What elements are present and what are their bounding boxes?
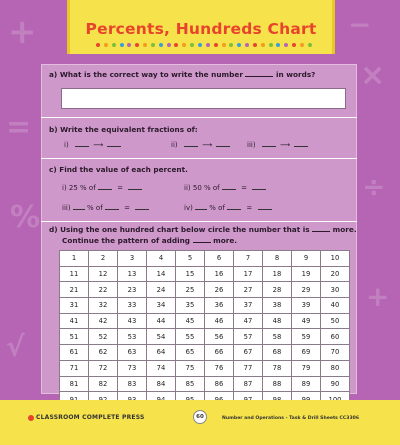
title-dot [300, 43, 304, 47]
chart-cell[interactable]: 21 [60, 282, 89, 298]
chart-cell[interactable]: 69 [292, 345, 321, 361]
title-dot [174, 43, 178, 47]
question-c-label: c) [49, 165, 57, 174]
chart-cell[interactable]: 57 [234, 329, 263, 345]
chart-row [60, 266, 350, 282]
chart-row [60, 282, 350, 298]
chart-cell[interactable]: 58 [263, 329, 292, 345]
chart-row [60, 376, 350, 392]
chart-cell[interactable]: 45 [176, 313, 205, 329]
chart-cell[interactable]: 32 [89, 298, 118, 314]
chart-cell[interactable]: 76 [205, 360, 234, 376]
title-dot-row [96, 43, 312, 49]
chart-cell[interactable]: 64 [147, 345, 176, 361]
question-b [49, 125, 198, 135]
chart-cell[interactable]: 79 [292, 360, 321, 376]
answer-box-a[interactable] [61, 88, 346, 109]
title-dot [182, 43, 186, 47]
title-dot [112, 43, 116, 47]
chart-cell[interactable]: 41 [60, 313, 89, 329]
decorative-times-symbol: × [360, 58, 386, 93]
question-d-text-1-after: more. [332, 225, 357, 234]
title-dot [120, 43, 124, 47]
chart-cell[interactable]: 67 [234, 345, 263, 361]
chart-cell[interactable]: 62 [89, 345, 118, 361]
chart-cell[interactable]: 11 [60, 266, 89, 282]
question-a-text-before: What is the correct way to write the number [59, 70, 243, 79]
chart-cell[interactable]: 30 [321, 282, 350, 298]
arrow-right-icon: ⟶ [280, 141, 291, 149]
chart-cell[interactable]: 25 [176, 282, 205, 298]
question-a [49, 70, 315, 80]
chart-cell[interactable]: 81 [60, 376, 89, 392]
hundreds-chart-table [59, 250, 350, 408]
title-dot [127, 43, 131, 47]
chart-cell[interactable]: 66 [205, 345, 234, 361]
question-d-line-2 [62, 236, 237, 246]
question-b-text: Write the equivalent fractions of: [60, 125, 198, 134]
title-dot [143, 43, 147, 47]
publisher-logo [28, 414, 145, 421]
question-d-text-1-before: Using the one hundred chart below circle the number that is [60, 225, 310, 234]
title-dot [245, 43, 249, 47]
title-dot [292, 43, 296, 47]
chart-cell[interactable]: 36 [205, 298, 234, 314]
title-dot [198, 43, 202, 47]
chart-cell[interactable]: 35 [176, 298, 205, 314]
chart-cell[interactable]: 78 [263, 360, 292, 376]
chart-cell[interactable]: 18 [263, 266, 292, 282]
chart-cell[interactable]: 82 [89, 376, 118, 392]
chart-cell[interactable]: 61 [60, 345, 89, 361]
title-dot [237, 43, 241, 47]
chart-cell[interactable]: 7 [234, 251, 263, 267]
title-dot [104, 43, 108, 47]
question-b-item-1: i) ⟶ [64, 141, 121, 149]
chart-cell[interactable]: 19 [292, 266, 321, 282]
chart-cell[interactable]: 74 [147, 360, 176, 376]
chart-cell[interactable]: 15 [176, 266, 205, 282]
chart-cell[interactable]: 88 [263, 376, 292, 392]
title-dot [190, 43, 194, 47]
chart-cell[interactable]: 39 [292, 298, 321, 314]
chart-cell[interactable]: 17 [234, 266, 263, 282]
decorative-percent-symbol: % [10, 200, 41, 235]
page-number: 60 [193, 410, 207, 424]
chart-cell[interactable]: 26 [205, 282, 234, 298]
title-dot [261, 43, 265, 47]
section-divider [41, 221, 357, 222]
chart-cell[interactable]: 51 [60, 329, 89, 345]
chart-row [60, 251, 350, 267]
chart-cell[interactable]: 6 [205, 251, 234, 267]
chart-cell[interactable]: 28 [263, 282, 292, 298]
chart-cell[interactable]: 42 [89, 313, 118, 329]
chart-cell[interactable]: 70 [321, 345, 350, 361]
chart-cell[interactable]: 52 [89, 329, 118, 345]
chart-cell[interactable]: 63 [118, 345, 147, 361]
question-b-item-3: iii) ⟶ [247, 141, 308, 149]
chart-cell[interactable]: 80 [321, 360, 350, 376]
decorative-sqrt-symbol: √ [6, 330, 25, 363]
chart-cell[interactable]: 43 [118, 313, 147, 329]
publisher-name: CLASSROOM COMPLETE PRESS [36, 414, 145, 421]
title-dot [269, 43, 273, 47]
title-dot [206, 43, 210, 47]
chart-cell[interactable]: 16 [205, 266, 234, 282]
page-title: Percents, Hundreds Chart [85, 20, 317, 38]
question-a-label: a) [49, 70, 58, 79]
chart-cell[interactable]: 13 [118, 266, 147, 282]
chart-cell[interactable]: 56 [205, 329, 234, 345]
chart-cell[interactable]: 49 [292, 313, 321, 329]
chart-row [60, 298, 350, 314]
title-dot [96, 43, 100, 47]
question-d-text-2-before: Continue the pattern of adding [62, 236, 191, 245]
chart-cell[interactable]: 75 [176, 360, 205, 376]
chart-cell[interactable]: 33 [118, 298, 147, 314]
question-c-item-2: ii) 50 % of = [184, 184, 266, 192]
chart-cell[interactable]: 68 [263, 345, 292, 361]
title-dot [159, 43, 163, 47]
chart-cell[interactable]: 84 [147, 376, 176, 392]
chart-cell[interactable]: 23 [118, 282, 147, 298]
chart-cell[interactable]: 83 [118, 376, 147, 392]
question-b-item-2: ii) ⟶ [171, 141, 230, 149]
decorative-equals-symbol: = [6, 110, 32, 145]
chart-cell[interactable]: 1 [60, 251, 89, 267]
chart-cell[interactable]: 46 [205, 313, 234, 329]
section-divider [41, 117, 357, 118]
question-b-label: b) [49, 125, 58, 134]
series-title: Number and Operations - Task & Drill Sheets CC3306 [222, 416, 360, 421]
question-c-item-4: iv) % of = [184, 204, 272, 212]
arrow-right-icon: ⟶ [202, 141, 213, 149]
chart-cell[interactable]: 37 [234, 298, 263, 314]
chart-cell[interactable]: 55 [176, 329, 205, 345]
chart-cell[interactable]: 87 [234, 376, 263, 392]
chart-cell[interactable]: 4 [147, 251, 176, 267]
title-dot [284, 43, 288, 47]
chart-cell[interactable]: 10 [321, 251, 350, 267]
chart-cell[interactable]: 5 [176, 251, 205, 267]
publisher-logo-icon [28, 415, 34, 421]
question-c-item-3: iii) % of = [62, 204, 149, 212]
chart-cell[interactable]: 73 [118, 360, 147, 376]
chart-cell[interactable]: 85 [176, 376, 205, 392]
question-c-text: Find the value of each percent. [59, 165, 188, 174]
chart-cell[interactable]: 29 [292, 282, 321, 298]
chart-cell[interactable]: 53 [118, 329, 147, 345]
chart-cell[interactable]: 48 [263, 313, 292, 329]
chart-cell[interactable]: 3 [118, 251, 147, 267]
chart-cell[interactable]: 38 [263, 298, 292, 314]
chart-cell[interactable]: 54 [147, 329, 176, 345]
chart-cell[interactable]: 31 [60, 298, 89, 314]
chart-cell[interactable]: 44 [147, 313, 176, 329]
chart-cell[interactable]: 47 [234, 313, 263, 329]
chart-cell[interactable]: 22 [89, 282, 118, 298]
title-dot [214, 43, 218, 47]
title-dot [229, 43, 233, 47]
chart-cell[interactable]: 14 [147, 266, 176, 282]
chart-cell[interactable]: 40 [321, 298, 350, 314]
title-dot [167, 43, 171, 47]
arrow-right-icon: ⟶ [93, 141, 104, 149]
title-dot [276, 43, 280, 47]
chart-cell[interactable]: 77 [234, 360, 263, 376]
chart-cell[interactable]: 20 [321, 266, 350, 282]
chart-cell[interactable]: 8 [263, 251, 292, 267]
question-d-line-1 [49, 225, 357, 235]
chart-cell[interactable]: 27 [234, 282, 263, 298]
chart-cell[interactable]: 2 [89, 251, 118, 267]
chart-cell[interactable]: 89 [292, 376, 321, 392]
title-dot [135, 43, 139, 47]
chart-cell[interactable]: 9 [292, 251, 321, 267]
question-c [49, 165, 188, 175]
chart-cell[interactable]: 65 [176, 345, 205, 361]
title-dot [151, 43, 155, 47]
question-c-item-1: i) 25 % of = [62, 184, 142, 192]
chart-cell[interactable]: 60 [321, 329, 350, 345]
question-a-text-after: in words? [276, 70, 316, 79]
chart-cell[interactable]: 72 [89, 360, 118, 376]
chart-row [60, 360, 350, 376]
title-dot [308, 43, 312, 47]
chart-cell[interactable]: 24 [147, 282, 176, 298]
decorative-plus-symbol: + [366, 280, 390, 313]
title-dot [222, 43, 226, 47]
chart-cell[interactable]: 71 [60, 360, 89, 376]
chart-cell[interactable]: 34 [147, 298, 176, 314]
decorative-minus-symbol: − [348, 8, 372, 41]
chart-cell[interactable]: 50 [321, 313, 350, 329]
chart-cell[interactable]: 90 [321, 376, 350, 392]
chart-cell[interactable]: 12 [89, 266, 118, 282]
title-banner [67, 0, 335, 54]
section-divider [41, 158, 357, 159]
chart-row [60, 313, 350, 329]
title-dot [253, 43, 257, 47]
question-d-label: d) [49, 225, 58, 234]
decorative-plus-symbol: + [8, 12, 37, 52]
chart-cell[interactable]: 86 [205, 376, 234, 392]
question-d-text-2-after: more. [213, 236, 238, 245]
chart-cell[interactable]: 59 [292, 329, 321, 345]
chart-row [60, 345, 350, 361]
decorative-divide-symbol: ÷ [362, 170, 386, 203]
chart-row [60, 329, 350, 345]
